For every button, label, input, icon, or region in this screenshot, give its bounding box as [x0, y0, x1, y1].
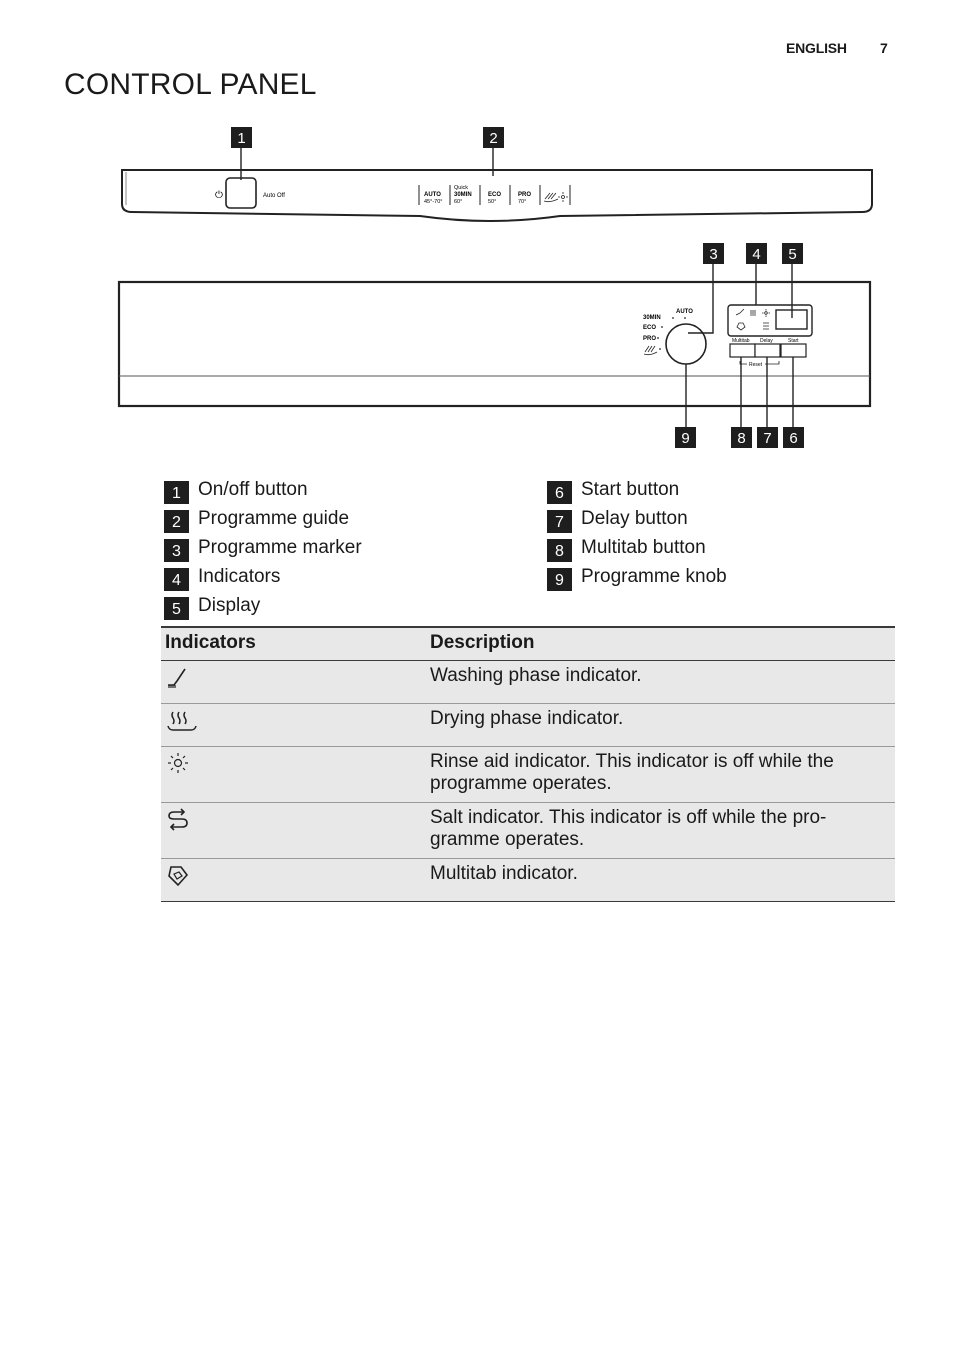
- table-row: [161, 859, 895, 902]
- washing-phase-icon: [165, 665, 191, 691]
- knob-label-pro: PRO: [643, 336, 657, 342]
- indicator-icon-cell: [161, 661, 426, 704]
- page-title: CONTROL PANEL: [64, 68, 317, 101]
- multitab-icon: [165, 863, 191, 889]
- callout-number-2: 2: [489, 130, 498, 147]
- callout-number-6: 6: [789, 430, 798, 447]
- on-off-button: [226, 178, 256, 208]
- auto-off-label: Auto Off: [263, 193, 285, 199]
- legend-label: Programme marker: [198, 537, 362, 558]
- indicator-icon-cell: [161, 747, 426, 803]
- legend-number: 4: [164, 568, 189, 591]
- legend-label: Programme knob: [581, 566, 727, 587]
- programme-knob: [666, 324, 706, 364]
- guide-30min-temp: 60°: [454, 199, 463, 205]
- callout-number-4: 4: [752, 246, 761, 263]
- legend-label: Display: [198, 595, 261, 616]
- guide-30min-label: 30MIN: [454, 192, 472, 198]
- start-button: [781, 344, 806, 357]
- indicator-description: Drying phase indicator.: [426, 704, 895, 747]
- legend-label: On/off button: [198, 479, 308, 500]
- indicator-description: Rinse aid indicator. This indicator is off while the programme operates.: [426, 747, 895, 803]
- legend-label: Start button: [581, 479, 680, 500]
- guide-pro-temp: 70°: [518, 199, 527, 205]
- legend-number: 1: [164, 481, 189, 504]
- legend-label: Programme guide: [198, 508, 350, 529]
- guide-pro-label: PRO: [518, 192, 532, 198]
- button-label-delay: Delay: [760, 338, 773, 344]
- table-row: [161, 661, 895, 704]
- legend-number: 5: [164, 597, 189, 620]
- callout-number-7: 7: [763, 430, 772, 447]
- header-language: ENGLISH: [786, 40, 847, 56]
- callout-number-3: 3: [709, 246, 718, 263]
- legend-number: 7: [547, 510, 572, 533]
- indicator-icon-cell: [161, 704, 426, 747]
- table-row: [161, 747, 895, 803]
- indicator-description: Washing phase indicator.: [426, 661, 895, 704]
- indicator-icon-cell: [161, 803, 426, 859]
- guide-auto-temp: 45°-70°: [424, 199, 443, 205]
- button-label-multitab: Multitab: [732, 338, 750, 344]
- callout-number-1: 1: [237, 130, 246, 147]
- indicator-icon-cell: [161, 859, 426, 902]
- guide-eco-temp: 50°: [488, 199, 497, 205]
- indicators-table: [161, 626, 895, 902]
- legend-number: 3: [164, 539, 189, 562]
- control-panel-diagram: [0, 0, 954, 460]
- header-description: Description: [426, 627, 895, 661]
- knob-label-auto: AUTO: [676, 309, 693, 315]
- page-number: 7: [880, 40, 888, 56]
- drying-phase-icon: [165, 708, 199, 734]
- legend-number: 6: [547, 481, 572, 504]
- reset-label: Reset: [749, 362, 763, 368]
- guide-quick-label: Quick: [454, 185, 469, 191]
- indicator-description: Multitab indicator.: [426, 859, 895, 902]
- guide-eco-label: ECO: [488, 192, 502, 198]
- multitab-button: [730, 344, 755, 357]
- power-symbol-icon: ⏻: [215, 190, 223, 201]
- knob-label-30min: 30MIN: [643, 315, 661, 321]
- legend-number: 9: [547, 568, 572, 591]
- legend-number: 8: [547, 539, 572, 562]
- guide-auto-label: AUTO: [424, 192, 441, 198]
- callout-number-9: 9: [681, 430, 690, 447]
- legend-label: Indicators: [198, 566, 281, 587]
- legend-number: 2: [164, 510, 189, 533]
- rinse-aid-icon: [165, 751, 191, 777]
- table-row: [161, 704, 895, 747]
- table-header-row: [161, 627, 895, 661]
- button-label-start: Start: [788, 338, 799, 344]
- indicator-description: Salt indicator. This indicator is off while the pro-gramme operates.: [426, 803, 895, 859]
- salt-icon: [165, 807, 191, 833]
- callout-number-5: 5: [788, 246, 797, 263]
- knob-label-eco: ECO: [643, 325, 657, 331]
- header-indicators: Indicators: [161, 627, 426, 661]
- legend-label: Multitab button: [581, 537, 706, 558]
- callout-number-8: 8: [737, 430, 746, 447]
- table-row: [161, 803, 895, 859]
- legend-label: Delay button: [581, 508, 688, 529]
- delay-button: [755, 344, 780, 357]
